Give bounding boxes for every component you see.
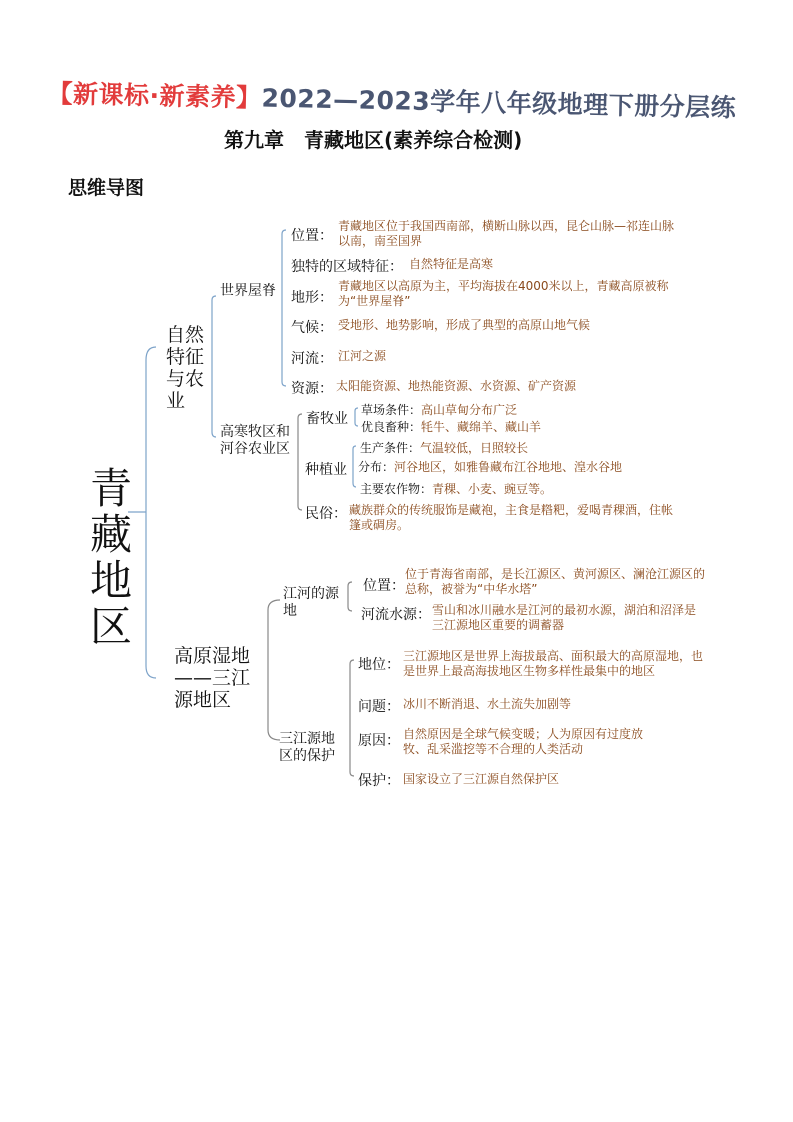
node-protection: 三江源地区的保护: [279, 731, 335, 764]
text-location: 青藏地区位于我国西南部，横断山脉以西，昆仑山脉—祁连山脉以南，南至国界: [338, 219, 675, 248]
text-climate: 受地形、地势影响，形成了典型的高原山地气候: [338, 318, 591, 332]
series-tag: 新课标·新素养: [72, 79, 237, 112]
label-climate: 气候：: [291, 320, 333, 336]
node-pastoral-valley-agriculture: 高寒牧区和河谷农业区: [220, 424, 290, 457]
node-roof-of-world: 世界屋脊: [220, 283, 276, 299]
label-problems: 问题：: [358, 699, 400, 715]
label-protection: 保护：: [358, 773, 400, 789]
text-source-location: 位于青海省南部，是长江源区、黄河源区、澜沧江源区的总称，被誉为“中华水塔”: [405, 567, 706, 596]
text-protection: 国家设立了三江源自然保护区: [403, 772, 560, 786]
section-heading: 思维导图: [68, 177, 145, 199]
bracket-open: 【: [47, 78, 74, 109]
text-problems: 冰川不断消退、水土流失加剧等: [403, 697, 572, 711]
text-status: 三江源地区是世界上海拔最高、面积最大的高原湿地，也是世界上最高海拔地区生物多样性最集中的地区: [403, 649, 704, 678]
label-resources: 资源：: [291, 381, 333, 397]
label-source-location: 位置：: [363, 578, 405, 594]
label-causes: 原因：: [358, 733, 400, 749]
bracket-close: 】: [235, 82, 262, 113]
branch-sanjiangyuan: 高原湿地——三江源地区: [174, 645, 251, 711]
text-water-source: 雪山和冰川融水是江河的最初水源，湖泊和沼泽是三江源地区重要的调蓄器: [432, 603, 697, 632]
text-customs: 藏族群众的传统服饰是藏袍，主食是糌粑，爱喝青稞酒，住帐篷或碉房。: [349, 503, 674, 532]
label-rivers: 河流：: [291, 351, 333, 367]
series-title: 2022—2023学年八年级地理下册分层练: [261, 83, 737, 123]
text-rivers: 江河之源: [338, 349, 387, 363]
node-animal-husbandry: 畜牧业: [306, 411, 348, 427]
text-main-crops: 主要农作物：青稞、小麦、豌豆等。: [360, 482, 553, 496]
text-livestock: 优良畜种：牦牛、藏绵羊、藏山羊: [361, 420, 542, 434]
text-crop-distribution: 分布：河谷地区，如雅鲁藏布江谷地地、湟水谷地: [358, 460, 623, 474]
text-crop-condition: 生产条件：气温较低，日照较长: [360, 441, 529, 455]
label-status: 地位：: [358, 657, 400, 673]
label-feature: 独特的区域特征：: [291, 259, 403, 275]
chapter-title: 第九章 青藏地区(素养综合检测): [224, 128, 523, 152]
text-terrain: 青藏地区以高原为主，平均海拔在4000米以上，青藏高原被称为“世界屋脊”: [338, 279, 669, 308]
text-causes: 自然原因是全球气候变暖；人为原因有过度放牧、乱采滥挖等不合理的人类活动: [403, 727, 644, 756]
text-pasture-condition: 草场条件：高山草甸分布广泛: [361, 403, 518, 417]
root-node: 青藏地区: [89, 464, 132, 651]
label-terrain: 地形：: [291, 290, 333, 306]
text-feature: 自然特征是高寒: [409, 257, 494, 271]
label-water-source: 河流水源：: [361, 607, 431, 623]
text-resources: 太阳能资源、地热能资源、水资源、矿产资源: [336, 379, 577, 393]
label-location: 位置：: [291, 228, 333, 244]
node-crop-farming: 种植业: [305, 462, 347, 478]
node-river-source: 江河的源地: [283, 586, 339, 619]
branch-nature-agriculture: 自然特征与农业: [166, 324, 205, 412]
label-customs: 民俗：: [305, 506, 347, 522]
